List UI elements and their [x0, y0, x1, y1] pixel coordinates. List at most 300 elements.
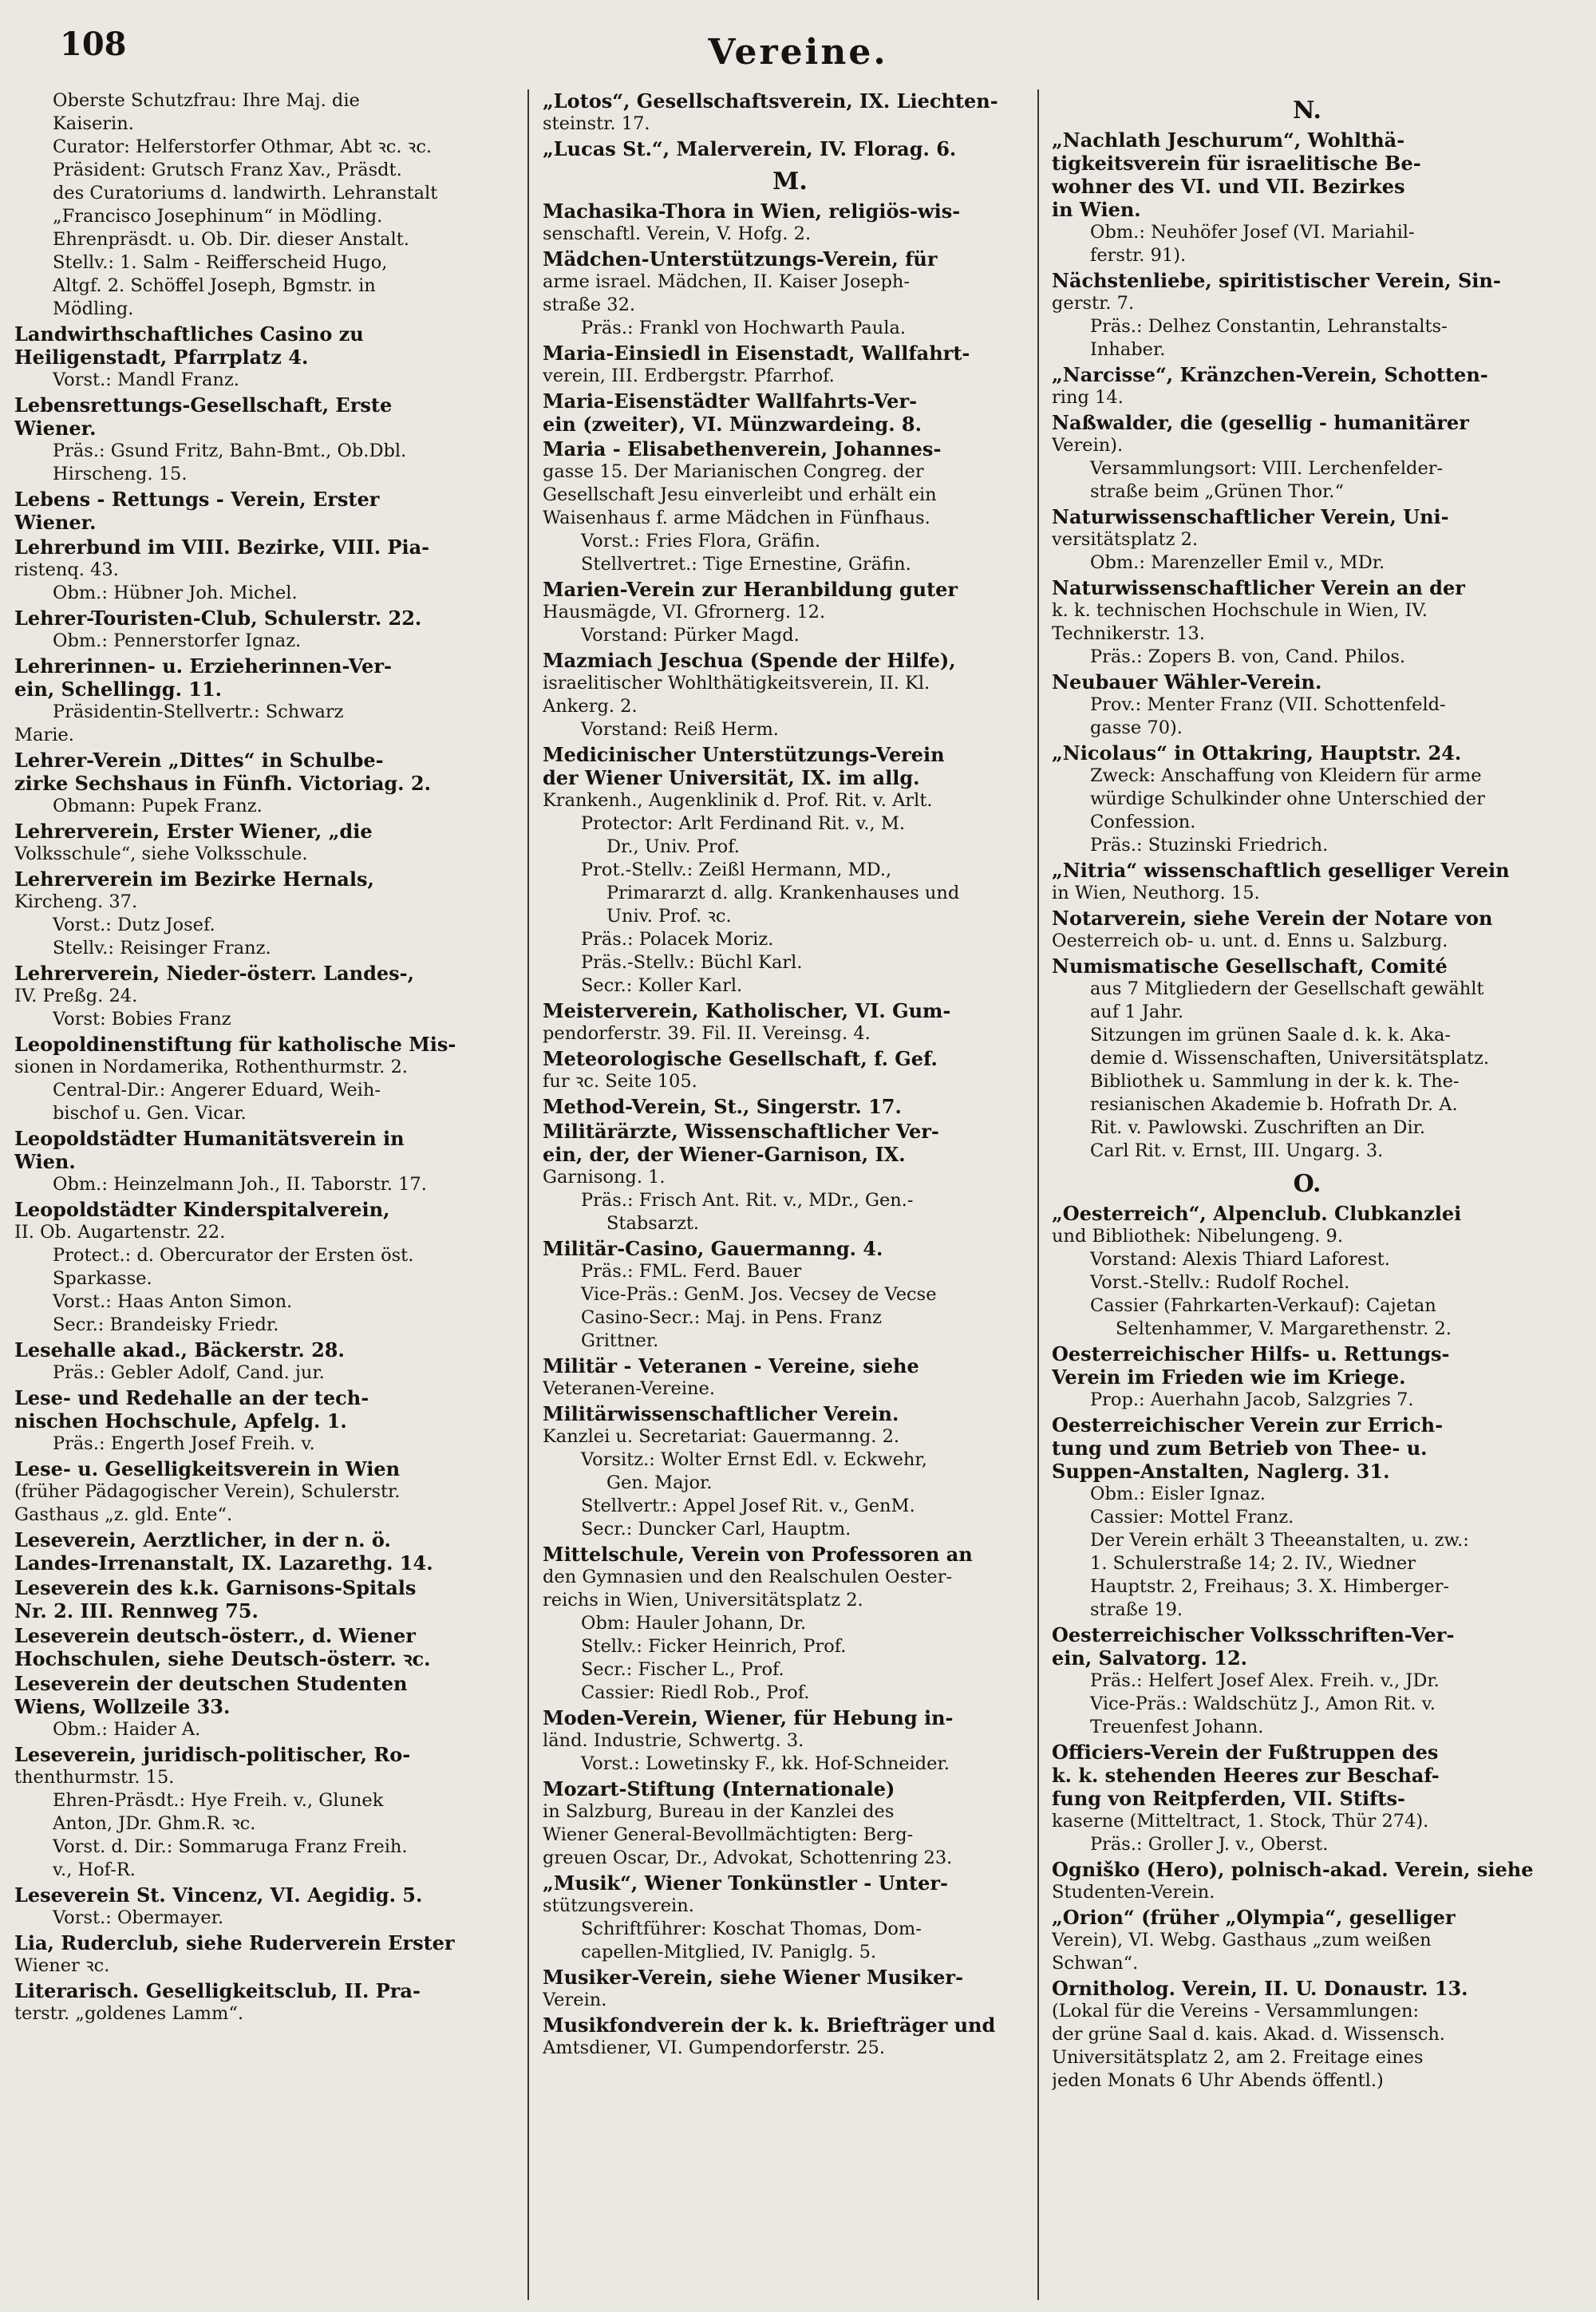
- entry-detail-line: straße beim „Grünen Thor.“: [1090, 481, 1344, 502]
- entry-detail-line: Ehrenpräsdt. u. Ob. Dir. dieser Anstalt.: [53, 229, 409, 250]
- entry-detail-line: verein, III. Erdbergstr. Pfarrhof.: [543, 366, 835, 386]
- entry-name-line: Lehrerinnen- u. Erzieherinnen-Ver-: [14, 654, 392, 678]
- entry-name-line: Mozart-Stiftung (Internationale): [543, 1777, 895, 1800]
- entry-name-line: Maria-Einsiedl in Eisenstadt, Wallfahrt-: [543, 342, 970, 365]
- entry-name-line: Suppen-Anstalten, Naglerg. 31.: [1052, 1460, 1390, 1483]
- directory-entry: [14, 1033, 509, 1125]
- entry-name-line: Leseverein, juridisch-politischer, Ro-: [14, 1743, 411, 1766]
- entry-detail-line: 1. Schulerstraße 14; 2. IV., Wiedner: [1090, 1553, 1416, 1574]
- directory-entry: [14, 1198, 509, 1337]
- entry-name-line: „Nachlath Jeschurum“, Wohlthä-: [1052, 128, 1405, 152]
- entry-name-line: tung und zum Betrieb von Thee- u.: [1052, 1437, 1428, 1460]
- directory-entry: [543, 1706, 1037, 1776]
- directory-entry: [543, 1402, 1037, 1541]
- entry-detail-line: Mödling.: [53, 298, 134, 319]
- entry-name-line: Heiligenstadt, Pfarrplatz 4.: [14, 346, 309, 369]
- entry-detail-line: Univ. Prof. ꝛc.: [606, 906, 732, 927]
- entry-name-line: Lehrer-Verein „Dittes“ in Schulbe-: [14, 749, 384, 772]
- entry-detail-line: Cassier: Riedl Rob., Prof.: [581, 1682, 810, 1703]
- entry-detail-line: Volksschule“, siehe Volksschule.: [14, 844, 308, 864]
- entry-detail-line: gasse 15. Der Marianischen Congreg. der: [543, 461, 924, 482]
- directory-entry: [1052, 1906, 1562, 1975]
- section-letter-heading: N.: [1293, 97, 1321, 124]
- directory-entry: [543, 999, 1037, 1045]
- entry-detail-line: (früher Pädagogischer Verein), Schulerstr.: [14, 1481, 401, 1502]
- directory-entry: [543, 1966, 1037, 2012]
- entry-detail-line: Gesellschaft Jesu einverleibt und erhält ein: [543, 484, 937, 505]
- directory-entry: [543, 437, 1037, 576]
- entry-detail-line: israelitischer Wohlthätigkeitsverein, II. Kl.: [543, 673, 930, 694]
- entry-detail-line: straße 19.: [1090, 1599, 1183, 1620]
- entry-detail-line: Grittner.: [581, 1330, 659, 1351]
- entry-name-line: tigkeitsverein für israelitische Be-: [1052, 152, 1421, 175]
- entry-detail-line: Verein), VI. Webg. Gasthaus „zum weißen: [1052, 1930, 1432, 1950]
- entry-detail-line: Zweck: Anschaffung von Kleidern für arme: [1090, 765, 1482, 786]
- directory-entry: [543, 137, 1037, 160]
- entry-name-line: in Wien.: [1052, 198, 1141, 221]
- entry-detail-line: Präs.: Zopers B. von, Cand. Philos.: [1090, 646, 1406, 667]
- entry-detail-line: Vorst.: Fries Flora, Gräfin.: [581, 531, 821, 551]
- entry-name-line: Leopoldstädter Kinderspitalverein,: [14, 1198, 390, 1221]
- directory-entry: [14, 820, 509, 866]
- entry-detail-line: kaserne (Mitteltract, 1. Stock, Thür 274).: [1052, 1811, 1429, 1832]
- entry-detail-line: Vorst.-Stellv.: Rudolf Rochel.: [1090, 1272, 1350, 1293]
- directory-entry: [14, 1338, 509, 1385]
- entry-detail-line: Verein).: [1052, 435, 1124, 456]
- entry-detail-line: Dr., Univ. Prof.: [606, 836, 740, 857]
- column-divider: [1037, 89, 1039, 2300]
- directory-entry: [543, 1047, 1037, 1093]
- page-title: Vereine.: [708, 32, 888, 73]
- entry-detail-line: Amtsdiener, VI. Gumpendorferstr. 25.: [543, 2037, 885, 2058]
- entry-detail-line: Waisenhaus f. arme Mädchen in Fünfhaus.: [543, 508, 930, 528]
- directory-entry: [543, 1095, 1037, 1118]
- column-divider: [527, 89, 529, 2300]
- directory-entry: [543, 1777, 1037, 1870]
- entry-name-line: Musikfondverein der k. k. Briefträger und: [543, 2014, 996, 2037]
- entry-name-line: Numismatische Gesellschaft, Comité: [1052, 954, 1448, 978]
- directory-entry: [1052, 670, 1562, 740]
- entry-detail-line: Confession.: [1090, 812, 1196, 832]
- entry-detail-line: Protector: Arlt Ferdinand Rit. v., M.: [581, 813, 906, 834]
- directory-entry: [14, 393, 509, 486]
- entry-detail-line: des Curatoriums d. landwirth. Lehranstalt: [53, 183, 438, 204]
- entry-detail-line: Secr.: Duncker Carl, Hauptm.: [581, 1519, 851, 1539]
- directory-entry: [1052, 1623, 1562, 1739]
- entry-detail-line: Prov.: Menter Franz (VII. Schottenfeld-: [1090, 694, 1446, 715]
- column-right: [1052, 89, 1562, 2094]
- entry-detail-line: Obm.: Heinzelmann Joh., II. Taborstr. 17.: [53, 1174, 427, 1195]
- entry-name-line: Lehrerverein, Erster Wiener, „die: [14, 820, 373, 843]
- entry-detail-line: Cassier (Fahrkarten-Verkauf): Cajetan: [1090, 1295, 1436, 1316]
- directory-entry: [543, 389, 1037, 436]
- entry-name-line: k. k. stehenden Heeres zur Beschaf-: [1052, 1764, 1440, 1787]
- entry-name-line: „Musik“, Wiener Tonkünstler - Unter-: [543, 1871, 948, 1895]
- directory-entry: [1052, 954, 1562, 1163]
- entry-name-line: Naßwalder, die (gesellig - humanitärer: [1052, 411, 1469, 434]
- entry-name-line: Leseverein, Aerztlicher, in der n. ö.: [14, 1528, 391, 1551]
- directory-entry: [1052, 505, 1562, 575]
- entry-detail-line: Stellvertret.: Tige Ernestine, Gräfin.: [581, 554, 911, 575]
- entry-detail-line: Garnisong. 1.: [543, 1167, 666, 1188]
- entry-detail-line: demie d. Wissenschaften, Universitätsplatz.: [1090, 1048, 1490, 1069]
- entry-detail-line: Hauptstr. 2, Freihaus; 3. X. Himberger-: [1090, 1576, 1449, 1597]
- entry-name-line: Meisterverein, Katholischer, VI. Gum-: [543, 999, 951, 1022]
- entry-detail-line: Stellv.: 1. Salm - Reifferscheid Hugo,: [53, 252, 388, 273]
- entry-name-line: Landwirthschaftliches Casino zu: [14, 322, 364, 346]
- entry-name-line: Lebens - Rettungs - Verein, Erster: [14, 488, 380, 511]
- entry-name-line: „Orion“ (früher „Olympia“, geselliger: [1052, 1906, 1456, 1929]
- entry-name-line: Lia, Ruderclub, siehe Ruderverein Erster: [14, 1931, 455, 1954]
- entry-name-line: Neubauer Wähler-Verein.: [1052, 670, 1322, 694]
- entry-name-line: Lehrerverein, Nieder-österr. Landes-,: [14, 962, 414, 985]
- entry-name-line: Mädchen-Unterstützungs-Verein, für: [543, 247, 938, 271]
- entry-detail-line: ferstr. 91).: [1090, 245, 1187, 266]
- entry-detail-line: gerstr. 7.: [1052, 293, 1135, 314]
- directory-entry: [14, 1457, 509, 1527]
- entry-name-line: zirke Sechshaus in Fünfh. Victoriag. 2.: [14, 772, 431, 795]
- entry-name-line: ein, Schellingg. 11.: [14, 678, 223, 701]
- directory-entry: [14, 1386, 509, 1456]
- entry-detail-line: Prop.: Auerhahn Jacob, Salzgries 7.: [1090, 1389, 1414, 1410]
- directory-entry: [543, 649, 1037, 741]
- entry-detail-line: in Salzburg, Bureau in der Kanzlei des: [543, 1801, 895, 1822]
- entry-detail-line: Casino-Secr.: Maj. in Pens. Franz: [581, 1307, 882, 1328]
- directory-entry: [14, 607, 509, 653]
- entry-detail-line: Der Verein erhält 3 Theeanstalten, u. zw.:: [1090, 1530, 1469, 1551]
- entry-detail-line: Präs.: Gebler Adolf, Cand. jur.: [53, 1362, 325, 1383]
- entry-name-line: ein, Salvatorg. 12.: [1052, 1646, 1248, 1670]
- entry-detail-line: Obm.: Haider A.: [53, 1719, 201, 1740]
- entry-detail-line: Vorstand: Alexis Thiard Laforest.: [1090, 1249, 1390, 1270]
- directory-entry: [14, 1743, 509, 1882]
- entry-detail-line: Vorst: Bobies Franz: [53, 1009, 231, 1030]
- entry-detail-line: der grüne Saal d. kais. Akad. d. Wissensch.: [1052, 2024, 1445, 2045]
- entry-detail-line: pendorferstr. 39. Fil. II. Vereinsg. 4.: [543, 1023, 871, 1044]
- entry-detail-line: Obm.: Pennerstorfer Ignaz.: [53, 630, 302, 651]
- entry-detail-line: straße 32.: [543, 294, 636, 315]
- entry-name-line: Moden-Verein, Wiener, für Hebung in-: [543, 1706, 954, 1729]
- entry-detail-line: ring 14.: [1052, 387, 1124, 408]
- directory-entry: [14, 654, 509, 747]
- entry-name-line: Mittelschule, Verein von Professoren an: [543, 1543, 973, 1566]
- directory-entry: [14, 867, 509, 960]
- entry-name-line: wohner des VI. und VII. Bezirkes: [1052, 175, 1405, 198]
- directory-entry: [543, 1237, 1037, 1353]
- entry-detail-line: Vorst.: Obermayer.: [53, 1907, 224, 1928]
- entry-name-line: Naturwissenschaftlicher Verein an der: [1052, 576, 1465, 599]
- directory-entry: [14, 488, 509, 534]
- entry-detail-line: bischof u. Gen. Vicar.: [53, 1103, 247, 1124]
- entry-detail-line: Studenten-Verein.: [1052, 1882, 1215, 1903]
- entry-detail-line: Secr.: Koller Karl.: [581, 975, 743, 996]
- entry-detail-line: senschaftl. Verein, V. Hofg. 2.: [543, 223, 812, 244]
- entry-name-line: „Narcisse“, Kränzchen-Verein, Schotten-: [1052, 363, 1488, 386]
- section-letter-heading: O.: [1293, 1170, 1321, 1198]
- entry-detail-line: Universitätsplatz 2, am 2. Freitage eines: [1052, 2047, 1424, 2068]
- entry-detail-line: arme israel. Mädchen, II. Kaiser Joseph-: [543, 271, 910, 292]
- entry-detail-line: Treuenfest Johann.: [1090, 1717, 1264, 1737]
- entry-detail-line: Stellv.: Reisinger Franz.: [53, 938, 271, 958]
- directory-entry: [543, 1354, 1037, 1401]
- entry-detail-line: Curator: Helferstorfer Othmar, Abt ꝛc. ꝛc.: [53, 136, 433, 157]
- entry-detail-line: fur ꝛc. Seite 105.: [543, 1071, 697, 1092]
- entry-name-line: Wiener.: [14, 511, 97, 534]
- entry-detail-line: Altgf. 2. Schöffel Joseph, Bgmstr. in: [53, 275, 376, 296]
- entry-detail-line: v., Hof-R.: [53, 1859, 136, 1880]
- entry-name-line: Leseverein deutsch-österr., d. Wiener: [14, 1624, 416, 1647]
- entry-name-line: Lesehalle akad., Bäckerstr. 28.: [14, 1338, 345, 1362]
- entry-detail-line: Rit. v. Pawlowski. Zuschriften an Dir.: [1090, 1117, 1426, 1138]
- entry-detail-line: Gasthaus „z. gld. Ente“.: [14, 1504, 233, 1525]
- entry-detail-line: Kircheng. 37.: [14, 891, 138, 912]
- entry-detail-line: auf 1 Jahr.: [1090, 1002, 1184, 1022]
- entry-detail-line: Cassier: Mottel Franz.: [1090, 1507, 1294, 1528]
- entry-detail-line: würdige Schulkinder ohne Unterschied der: [1090, 788, 1485, 809]
- entry-detail-line: in Wien, Neuthorg. 15.: [1052, 883, 1260, 903]
- entry-name-line: Wiens, Wollzeile 33.: [14, 1695, 231, 1718]
- entry-name-line: nischen Hochschule, Apfelg. 1.: [14, 1409, 347, 1433]
- entry-name-line: fung von Reitpferden, VII. Stifts-: [1052, 1787, 1405, 1810]
- directory-entry: [1052, 741, 1562, 857]
- entry-name-line: Notarverein, siehe Verein der Notare von: [1052, 907, 1493, 930]
- entry-detail-line: Stellv.: Ficker Heinrich, Prof.: [581, 1636, 847, 1657]
- entry-name-line: Mazmiach Jeschua (Spende der Hilfe),: [543, 649, 956, 672]
- directory-entry: [14, 1931, 509, 1978]
- entry-detail-line: Krankenh., Augenklinik d. Prof. Rit. v. Arlt.: [543, 790, 933, 811]
- entry-name-line: Officiers-Verein der Fußtruppen des: [1052, 1741, 1439, 1764]
- entry-name-line: Lehrerverein im Bezirke Hernals,: [14, 867, 374, 891]
- entry-detail-line: resianischen Akademie b. Hofrath Dr. A.: [1090, 1094, 1458, 1115]
- entry-detail-line: sionen in Nordamerika, Rothenthurmstr. 2.: [14, 1057, 408, 1077]
- entry-detail-line: Vorst.: Dutz Josef.: [53, 915, 215, 935]
- entry-detail-line: Kanzlei u. Secretariat: Gauermanng. 2.: [543, 1426, 900, 1447]
- entry-detail-line: Obm.: Neuhöfer Josef (VI. Mariahil-: [1090, 222, 1415, 243]
- entry-name-line: Ornitholog. Verein, II. U. Donaustr. 13.: [1052, 1977, 1468, 2000]
- entry-detail-line: „Francisco Josephinum“ in Mödling.: [53, 206, 383, 227]
- entry-detail-line: Präs.-Stellv.: Büchl Karl.: [581, 952, 803, 973]
- directory-entry: [14, 322, 509, 392]
- directory-entry: [1052, 1858, 1562, 1904]
- entry-detail-line: Carl Rit. v. Ernst, III. Ungarg. 3.: [1090, 1140, 1384, 1161]
- entry-name-line: „Oesterreich“, Alpenclub. Clubkanzlei: [1052, 1202, 1462, 1225]
- entry-name-line: Leseverein des k.k. Garnisons-Spitals: [14, 1576, 417, 1599]
- entry-name-line: Wiener.: [14, 417, 97, 440]
- entry-detail-line: steinstr. 17.: [543, 113, 650, 134]
- entry-name-line: Wien.: [14, 1150, 76, 1173]
- entry-detail-line: Hausmägde, VI. Gfrornerg. 12.: [543, 602, 826, 622]
- entry-detail-line: Präsident: Grutsch Franz Xav., Präsdt.: [53, 160, 402, 180]
- entry-detail-line: Wiener ꝛc.: [14, 1955, 110, 1976]
- directory-entry: [1052, 363, 1562, 409]
- entry-detail-line: und Bibliothek: Nibelungeng. 9.: [1052, 1226, 1343, 1247]
- entry-detail-line: Ehren-Präsdt.: Hye Freih. v., Glunek: [53, 1790, 384, 1811]
- entry-name-line: der Wiener Universität, IX. im allg.: [543, 766, 920, 789]
- entry-detail-line: Anton, JDr. Ghm.R. ꝛc.: [53, 1813, 256, 1834]
- entry-name-line: Leseverein St. Vincenz, VI. Aegidig. 5.: [14, 1883, 423, 1907]
- entry-name-line: Meteorologische Gesellschaft, f. Gef.: [543, 1047, 938, 1070]
- entry-detail-line: Obm.: Marenzeller Emil v., MDr.: [1090, 552, 1385, 573]
- entry-detail-line: Präs.: Gsund Fritz, Bahn-Bmt., Ob.Dbl.: [53, 441, 407, 461]
- entry-name-line: Maria-Eisenstädter Wallfahrts-Ver-: [543, 389, 918, 413]
- entry-detail-line: greuen Oscar, Dr., Advokat, Schottenring 23.: [543, 1848, 953, 1868]
- entry-name-line: Nächstenliebe, spiritistischer Verein, Sin-: [1052, 269, 1501, 292]
- directory-entry: [1052, 1741, 1562, 1856]
- entry-detail-line: Präs.: Polacek Moriz.: [581, 929, 774, 950]
- entry-detail-line: Vorst.: Mandl Franz.: [53, 370, 239, 390]
- entry-name-line: Lehrer-Touristen-Club, Schulerstr. 22.: [14, 607, 422, 630]
- directory-entry: [1052, 907, 1562, 953]
- directory-entry: [543, 2014, 1037, 2060]
- entry-name-line: Naturwissenschaftlicher Verein, Uni-: [1052, 505, 1449, 528]
- entry-name-line: Oesterreichischer Hilfs- u. Rettungs-: [1052, 1342, 1450, 1365]
- entry-detail-line: den Gymnasien und den Realschulen Oester-: [543, 1567, 953, 1587]
- directory-entry: [14, 1672, 509, 1741]
- entry-name-line: „Lucas St.“, Malerverein, IV. Florag. 6.: [543, 137, 957, 160]
- entry-name-line: Marien-Verein zur Heranbildung guter: [543, 578, 958, 601]
- entry-detail-line: Primararzt d. allg. Krankenhauses und: [606, 883, 960, 903]
- section-letter-heading: M.: [772, 168, 808, 196]
- directory-entry: [14, 1576, 509, 1622]
- entry-detail-line: Sparkasse.: [53, 1268, 152, 1289]
- directory-entry: [543, 743, 1037, 998]
- entry-detail-line: Protect.: d. Obercurator der Ersten öst.: [53, 1245, 414, 1266]
- directory-entry: [543, 247, 1037, 340]
- directory-entry: [1052, 269, 1562, 362]
- entry-detail-line: Secr.: Fischer L., Prof.: [581, 1659, 784, 1680]
- directory-entry: [1052, 128, 1562, 267]
- entry-detail-line: Secr.: Brandeisky Friedr.: [53, 1314, 279, 1335]
- directory-entry: [1052, 1202, 1562, 1341]
- entry-detail-line: Obm: Hauler Johann, Dr.: [581, 1613, 807, 1634]
- directory-entry: [1052, 1342, 1562, 1412]
- entry-detail-line: Wiener General-Bevollmächtigten: Berg-: [543, 1824, 914, 1845]
- entry-detail-line: Vorst.: Lowetinsky F., kk. Hof-Schneider.: [581, 1753, 950, 1774]
- entry-name-line: Musiker-Verein, siehe Wiener Musiker-: [543, 1966, 964, 1989]
- directory-entry: [14, 1624, 509, 1670]
- entry-detail-line: Kaiserin.: [53, 113, 134, 134]
- entry-detail-line: Vorst.: Haas Anton Simon.: [53, 1291, 293, 1312]
- entry-detail-line: Obmann: Pupek Franz.: [53, 796, 263, 816]
- entry-detail-line: ristenq. 43.: [14, 559, 119, 580]
- entry-detail-line: IV. Preßg. 24.: [14, 986, 138, 1006]
- entry-detail-line: Central-Dir.: Angerer Eduard, Weih-: [53, 1080, 381, 1101]
- entry-name-line: „Nicolaus“ in Ottakring, Hauptstr. 24.: [1052, 741, 1462, 765]
- entry-detail-line: Präs.: Groller J. v., Oberst.: [1090, 1834, 1329, 1855]
- directory-entry: [14, 962, 509, 1031]
- entry-detail-line: thenthurmstr. 15.: [14, 1767, 175, 1788]
- entry-detail-line: versitätsplatz 2.: [1052, 529, 1199, 550]
- entry-detail-line: Verein.: [543, 1990, 607, 2010]
- entry-detail-line: Stellvertr.: Appel Josef Rit. v., GenM.: [581, 1496, 915, 1516]
- entry-detail-line: Schwan“.: [1052, 1953, 1139, 1974]
- entry-detail-line: Hirscheng. 15.: [53, 464, 188, 484]
- entry-name-line: Leopoldstädter Humanitätsverein in: [14, 1127, 405, 1150]
- directory-entry: [543, 1543, 1037, 1705]
- entry-name-line: Nr. 2. III. Rennweg 75.: [14, 1599, 259, 1622]
- entry-detail-line: länd. Industrie, Schwertg. 3.: [543, 1730, 804, 1751]
- entry-name-line: Oesterreichischer Volksschriften-Ver-: [1052, 1623, 1455, 1646]
- entry-detail-line: capellen-Mitglied, IV. Paniglg. 5.: [581, 1942, 877, 1962]
- entry-name-line: Oesterreichischer Verein zur Errich-: [1052, 1413, 1444, 1437]
- entry-detail-line: jeden Monats 6 Uhr Abends öffentl.): [1052, 2070, 1384, 2091]
- entry-detail-line: Präs.: Stuzinski Friedrich.: [1090, 835, 1329, 856]
- entry-detail-line: k. k. technischen Hochschule in Wien, IV.: [1052, 600, 1428, 621]
- entry-name-line: Hochschulen, siehe Deutsch-österr. ꝛc.: [14, 1647, 431, 1670]
- entry-name-line: Leseverein der deutschen Studenten: [14, 1672, 408, 1695]
- entry-name-line: Militärwissenschaftlicher Verein.: [543, 1402, 899, 1425]
- entry-detail-line: Präsidentin-Stellvertr.: Schwarz: [53, 702, 344, 722]
- entry-detail-line: Vice-Präs.: Waldschütz J., Amon Rit. v.: [1090, 1693, 1436, 1714]
- directory-entry: [14, 1883, 509, 1930]
- directory-entry: [1052, 411, 1562, 504]
- directory-entry: [14, 89, 509, 321]
- entry-name-line: Verein im Frieden wie im Kriege.: [1052, 1365, 1406, 1389]
- entry-detail-line: Vorstand: Reiß Herm.: [581, 719, 779, 740]
- entry-name-line: Leopoldinenstiftung für katholische Mis-: [14, 1033, 456, 1056]
- entry-name-line: Militär-Casino, Gauermanng. 4.: [543, 1237, 883, 1260]
- directory-entry: [543, 342, 1037, 388]
- entry-name-line: Literarisch. Geselligkeitsclub, II. Pra-: [14, 1979, 421, 2002]
- entry-detail-line: Vice-Präs.: GenM. Jos. Vecsey de Vecse: [581, 1284, 937, 1305]
- entry-name-line: Militär - Veteranen - Vereine, siehe: [543, 1354, 919, 1377]
- entry-detail-line: Versammlungsort: VIII. Lerchenfelder-: [1090, 458, 1444, 479]
- directory-entry: [1052, 1977, 1562, 2093]
- entry-detail-line: Obm.: Eisler Ignaz.: [1090, 1484, 1266, 1504]
- entry-detail-line: Veteranen-Vereine.: [543, 1378, 716, 1399]
- directory-entry: [1052, 1413, 1562, 1622]
- directory-entry: [543, 1871, 1037, 1964]
- entry-detail-line: Vorst. d. Dir.: Sommaruga Franz Freih.: [53, 1836, 408, 1857]
- entry-detail-line: Vorsitz.: Wolter Ernst Edl. v. Eckwehr,: [581, 1449, 927, 1470]
- directory-entry: [14, 1528, 509, 1575]
- directory-entry: [14, 536, 509, 605]
- entry-name-line: Medicinischer Unterstützungs-Verein: [543, 743, 945, 766]
- entry-detail-line: Präs.: FML. Ferd. Bauer: [581, 1261, 802, 1282]
- entry-name-line: Landes-Irrenanstalt, IX. Lazarethg. 14.: [14, 1551, 433, 1575]
- entry-detail-line: Vorstand: Pürker Magd.: [581, 625, 800, 646]
- directory-entry: [1052, 859, 1562, 905]
- entry-name-line: Militärärzte, Wissenschaftlicher Ver-: [543, 1120, 939, 1143]
- entry-detail-line: Schriftführer: Koschat Thomas, Dom-: [581, 1919, 922, 1939]
- entry-detail-line: aus 7 Mitgliedern der Gesellschaft gewählt: [1090, 978, 1484, 999]
- entry-detail-line: Technikerstr. 13.: [1052, 623, 1206, 644]
- entry-detail-line: Seltenhammer, V. Margarethenstr. 2.: [1116, 1318, 1452, 1339]
- entry-name-line: Lebensrettungs-Gesellschaft, Erste: [14, 393, 393, 417]
- entry-detail-line: Ankerg. 2.: [543, 696, 638, 717]
- entry-detail-line: Bibliothek u. Sammlung in der k. k. The-: [1090, 1071, 1460, 1092]
- entry-name-line: Lese- und Redehalle an der tech-: [14, 1386, 369, 1409]
- column-left: [14, 89, 509, 2027]
- entry-detail-line: Gen. Major.: [606, 1472, 713, 1493]
- directory-entry: [14, 749, 509, 818]
- entry-detail-line: gasse 70).: [1090, 717, 1183, 738]
- entry-detail-line: Präs.: Frankl von Hochwarth Paula.: [581, 318, 907, 338]
- column-middle: [543, 89, 1037, 2061]
- directory-entry: [543, 200, 1037, 246]
- entry-detail-line: Inhaber.: [1090, 339, 1166, 360]
- directory-entry: [14, 1127, 509, 1196]
- entry-detail-line: Oberste Schutzfrau: Ihre Maj. die: [53, 90, 360, 111]
- entry-detail-line: stützungsverein.: [543, 1895, 694, 1916]
- entry-detail-line: Prot.-Stellv.: Zeißl Hermann, MD.,: [581, 860, 892, 880]
- entry-name-line: „Nitria“ wissenschaftlich geselliger Verein: [1052, 859, 1510, 882]
- entry-name-line: Ogniško (Hero), polnisch-akad. Verein, siehe: [1052, 1858, 1534, 1881]
- entry-name-line: Lese- u. Geselligkeitsverein in Wien: [14, 1457, 401, 1480]
- entry-name-line: ein (zweiter), VI. Münzwardeing. 8.: [543, 413, 922, 436]
- directory-entry: [543, 1120, 1037, 1235]
- entry-detail-line: Präs.: Frisch Ant. Rit. v., MDr., Gen.-: [581, 1190, 914, 1211]
